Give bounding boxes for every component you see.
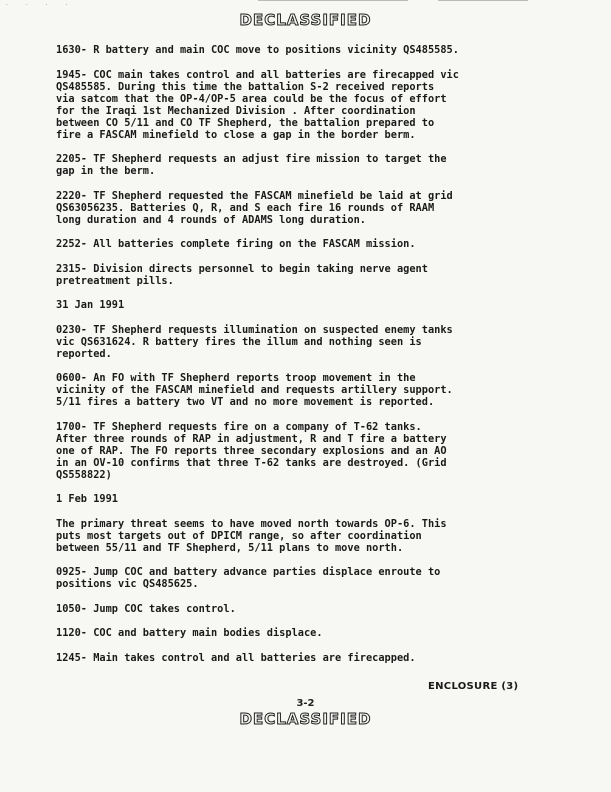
declassified-stamp-top: DECLASSIFIED: [239, 11, 372, 29]
log-entry: 2315- Division directs personnel to begin taking nerve agent pretreatment pills.: [56, 262, 428, 287]
log-entry: 1630- R battery and main COC move to positions vicinity QS485585.: [56, 44, 459, 56]
log-entry: The primary threat seems to have moved north towards OP-6. This puts most targets out of DPICM range, so after coordination between 55/11 and TF Shepherd, 5/11 plans to move north.: [56, 517, 447, 554]
scan-edge-line: [438, 0, 528, 1]
document-body: [56, 44, 556, 676]
log-entry: 0230- TF Shepherd requests illumination on suspected enemy tanks vic QS631624. R battery fires the illum and nothing seen is reported.: [56, 323, 453, 360]
scan-edge-line: [258, 0, 408, 1]
log-entry: 1700- TF Shepherd requests fire on a company of T-62 tanks. After three rounds of RAP in adjustment, R and T fire a battery one of RAP. The FO reports three secondary explosions and an AO in an OV-10 confirms that three T-62 tanks are destroyed. (Grid QS558822): [56, 420, 447, 481]
log-entry: 2205- TF Shepherd requests an adjust fire mission to target the gap in the berm.: [56, 153, 447, 177]
log-entry: 0600- An FO with TF Shepherd reports troop movement in the vicinity of the FASCAM minefield and requests artillery support. 5/11 fires a battery two VT and no more movement is reported.: [56, 372, 453, 408]
date-heading: 31 Jan 1991: [56, 299, 125, 311]
declassified-stamp-bottom: DECLASSIFIED: [239, 710, 372, 728]
date-heading: 1 Feb 1991: [56, 493, 118, 505]
log-entry: 2220- TF Shepherd requested the FASCAM minefield be laid at grid QS63056235. Batteries Q, R, and S each fire 16 rounds of RAAM long duration and 4 rounds of ADAMS long duration.: [56, 189, 453, 226]
log-entry: 0925- Jump COC and battery advance parties displace enroute to positions vic QS485625.: [56, 566, 441, 590]
page-number: 3-2: [296, 698, 315, 709]
log-entry: 2252- All batteries complete firing on the FASCAM mission.: [56, 238, 416, 250]
enclosure-label: ENCLOSURE (3): [428, 681, 519, 692]
scan-specks: · · · ·: [6, 2, 76, 9]
log-entry: 1245- Main takes control and all batteries are firecapped.: [56, 651, 416, 664]
log-entry: 1945- COC main takes control and all batteries are firecapped vic QS485585. During this time the battalion S-2 received reports via satcom that the OP-4/OP-5 area could be the focus of effort for the Iraqi 1st Mechanized Division . After coordination between CO 5/11 and CO TF Shepherd, the battalion prepared to fire a FASCAM minefield to close a gap in the border berm.: [56, 68, 459, 141]
log-entry: 1120- COC and battery main bodies displace.: [56, 627, 323, 639]
log-entry: 1050- Jump COC takes control.: [56, 602, 236, 615]
